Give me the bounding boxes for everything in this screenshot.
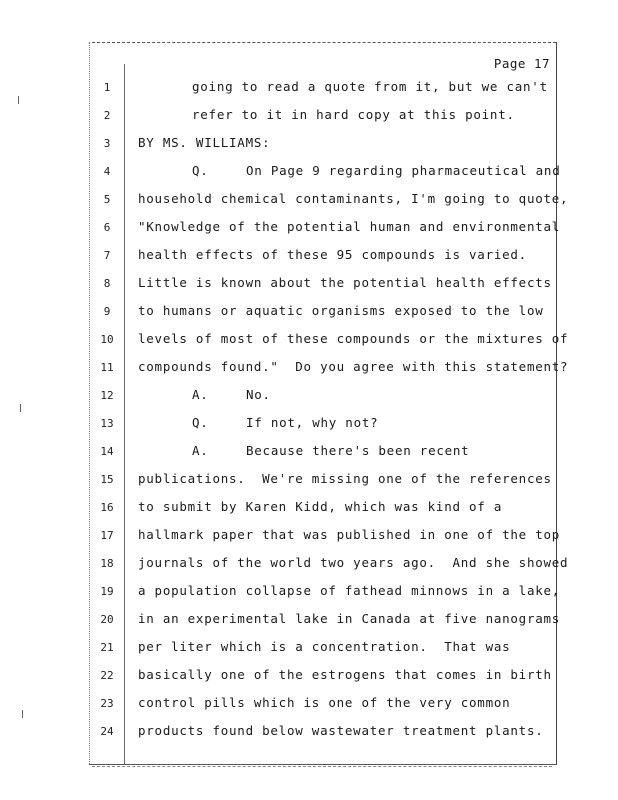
transcript-line xyxy=(0,246,618,266)
line-number: 21 xyxy=(100,641,114,654)
transcript-line xyxy=(0,554,618,574)
line-number: 4 xyxy=(103,165,111,178)
transcript-line xyxy=(0,386,618,406)
bottom-border xyxy=(92,766,552,767)
line-number: 11 xyxy=(100,361,114,374)
line-text: compounds found." Do you agree with this statement? xyxy=(138,359,569,374)
page-number: Page 17 xyxy=(493,56,550,71)
transcript-line xyxy=(0,106,618,126)
transcript-line xyxy=(0,274,618,294)
speaker-label: Q. xyxy=(192,163,209,178)
transcript-line xyxy=(0,302,618,322)
speaker-label: Q. xyxy=(192,415,209,430)
line-text: hallmark paper that was published in one of the top xyxy=(138,527,561,542)
line-text: health effects of these 95 compounds is varied. xyxy=(138,247,527,262)
line-text: control pills which is one of the very common xyxy=(138,695,511,710)
line-text: journals of the world two years ago. And she showed xyxy=(138,555,569,570)
line-number: 14 xyxy=(100,445,114,458)
line-text: "Knowledge of the potential human and environmental xyxy=(138,219,561,234)
transcript-line xyxy=(0,162,618,182)
line-number: 20 xyxy=(100,613,114,626)
line-text: basically one of the estrogens that comes in birth xyxy=(138,667,552,682)
line-number: 7 xyxy=(103,249,111,262)
line-text: No. xyxy=(246,387,271,402)
transcript-line xyxy=(0,526,618,546)
transcript-line xyxy=(0,358,618,378)
speaker-label: A. xyxy=(192,443,209,458)
line-text: to submit by Karen Kidd, which was kind of a xyxy=(138,499,503,514)
transcript-line xyxy=(0,190,618,210)
transcript-line xyxy=(0,134,618,154)
line-number: 13 xyxy=(100,417,114,430)
line-text: BY MS. WILLIAMS: xyxy=(138,135,271,150)
transcript-line xyxy=(0,442,618,462)
line-text: refer to it in hard copy at this point. xyxy=(192,107,515,122)
line-text: If not, why not? xyxy=(246,415,379,430)
line-text: On Page 9 regarding pharmaceutical and xyxy=(246,163,561,178)
line-number: 2 xyxy=(103,109,111,122)
line-number: 6 xyxy=(103,221,111,234)
transcript-line xyxy=(0,666,618,686)
line-text: publications. We're missing one of the references xyxy=(138,471,552,486)
line-text: products found below wastewater treatment plants. xyxy=(138,723,544,738)
line-text: to humans or aquatic organisms exposed to the low xyxy=(138,303,544,318)
transcript-line xyxy=(0,638,618,658)
transcript-line xyxy=(0,582,618,602)
line-number: 24 xyxy=(100,725,114,738)
line-number: 22 xyxy=(100,669,114,682)
line-number: 3 xyxy=(103,137,111,150)
line-text: levels of most of these compounds or the mixtures of xyxy=(138,331,569,346)
transcript-line xyxy=(0,722,618,742)
transcript-line xyxy=(0,78,618,98)
line-number: 23 xyxy=(100,697,114,710)
line-number: 12 xyxy=(100,389,114,402)
line-number: 9 xyxy=(103,305,111,318)
line-text: household chemical contaminants, I'm going to quote, xyxy=(138,191,569,206)
line-number: 10 xyxy=(100,333,114,346)
transcript-line xyxy=(0,218,618,238)
line-text: a population collapse of fathead minnows in a lake, xyxy=(138,583,561,598)
line-text: Because there's been recent xyxy=(246,443,470,458)
line-number: 8 xyxy=(103,277,111,290)
line-number: 17 xyxy=(100,529,114,542)
line-number: 5 xyxy=(103,193,111,206)
line-number: 19 xyxy=(100,585,114,598)
line-text: Little is known about the potential health effects xyxy=(138,275,552,290)
transcript-line xyxy=(0,414,618,434)
line-text: in an experimental lake in Canada at five nanograms xyxy=(138,611,561,626)
line-text: going to read a quote from it, but we can't xyxy=(192,79,548,94)
line-number: 15 xyxy=(100,473,114,486)
transcript-line xyxy=(0,498,618,518)
line-number: 1 xyxy=(103,81,111,94)
line-number: 18 xyxy=(100,557,114,570)
transcript-line xyxy=(0,610,618,630)
transcript-line xyxy=(0,470,618,490)
line-number: 16 xyxy=(100,501,114,514)
transcript-line xyxy=(0,330,618,350)
speaker-label: A. xyxy=(192,387,209,402)
line-text: per liter which is a concentration. That was xyxy=(138,639,511,654)
transcript-line xyxy=(0,694,618,714)
